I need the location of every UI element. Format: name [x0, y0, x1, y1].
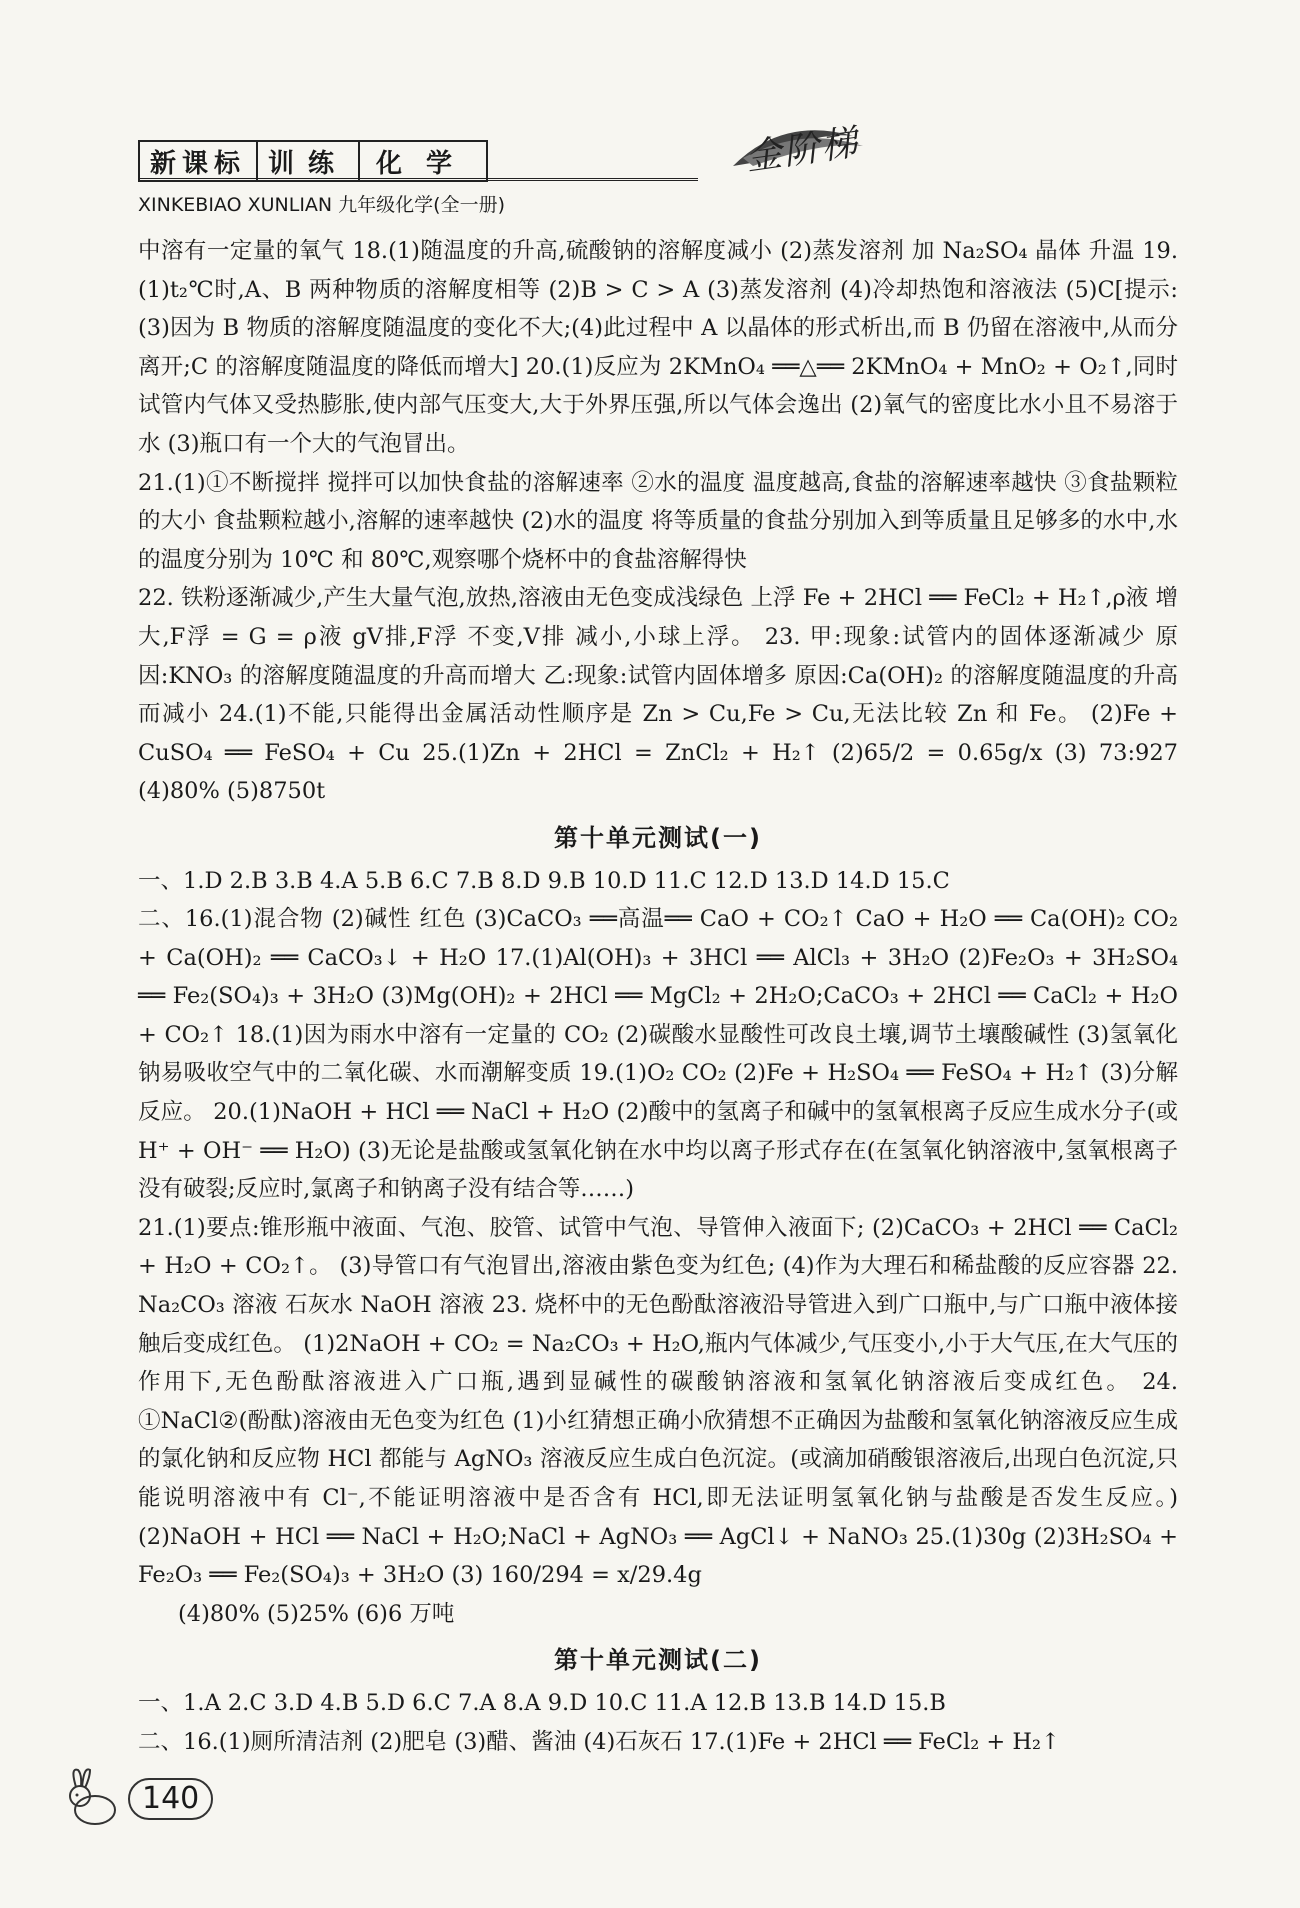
logo-text: 金阶梯: [743, 122, 862, 179]
header-divider: [138, 178, 698, 181]
brand-subject: 化学: [376, 148, 477, 179]
section-title-unit10-test2: 第十单元测试(二): [554, 1646, 762, 1675]
book-subtitle: XINKEBIAO XUNLIAN 九年级化学(全一册): [138, 194, 505, 216]
brand-xunlian: 训练: [258, 142, 360, 180]
answer-paragraph: 一、1.D 2.B 3.B 4.A 5.B 6.C 7.B 8.D 9.B 10.D 11.C 12.D 13.D 14.D 15.C: [138, 867, 950, 894]
answer-paragraph: 中溶有一定量的氧气 18.(1)随温度的升高,硫酸钠的溶解度减小 (2)蒸发溶剂 加 Na₂SO₄ 晶体 升温 19.(1)t₂℃时,A、B 两种物质的溶解度相等 (2)B > C > A (3)蒸发溶剂 (4)冷却热饱和溶液法 (5)C[提示:(3)因为 B 物质的溶解度随温度的变化不大;(4)此过程中 A 以晶体的形式析出,而 B 仍留在溶液中,从而分离开;C 的溶解度随温度的降低而增大] 20.(1)反应为 2KMnO₄ ══△══ 2KMnO₄ + MnO₂ + O₂↑,同时试管内气体又受热膨胀,使内部气压变大,大于外界压强,所以气体会逸出 (2)氧气的密度比水小且不易溶于水 (3)瓶口有一个大的气泡冒出。: [138, 238, 1178, 457]
page-footer: [60, 1762, 220, 1832]
page-header: [138, 122, 1098, 230]
answer-content: [138, 232, 1178, 1761]
answer-paragraph: 22. 铁粉逐渐减少,产生大量气泡,放热,溶液由无色变成浅绿色 上浮 Fe + 2HCl ══ FeCl₂ + H₂↑,ρ液 增大,F浮 = G = ρ液 gV排,F浮 不变,V排 减小,小球上浮。 23. 甲:现象:试管内的固体逐渐减少 原因:KNO₃ 的溶解度随温度的升高而增大 乙:现象:试管内固体增多 原因:Ca(OH)₂ 的溶解度随温度的升高而减小 24.(1)不能,只能得出金属活动性顺序是 Zn > Cu,Fe > Cu,无法比较 Zn 和 Fe。 (2)Fe + CuSO₄ ══ FeSO₄ + Cu 25.(1)Zn + 2HCl = ZnCl₂ + H₂↑ (2)65/2 = 0.65g/x (3) 73:927 (4)80% (5)8750t: [138, 585, 1178, 805]
page-number: 140: [128, 1778, 213, 1820]
answer-paragraph: 二、16.(1)混合物 (2)碱性 红色 (3)CaCO₃ ══高温══ CaO + CO₂↑ CaO + H₂O ══ Ca(OH)₂ CO₂ + Ca(OH)₂ ══ CaCO₃↓ + H₂O 17.(1)Al(OH)₃ + 3HCl ══ AlCl₃ + 3H₂O (2)Fe₂O₃ + 3H₂SO₄ ══ Fe₂(SO₄)₃ + 3H₂O (3)Mg(OH)₂ + 2HCl ══ MgCl₂ + 2H₂O;CaCO₃ + 2HCl ══ CaCl₂ + H₂O + CO₂↑ 18.(1)因为雨水中溶有一定量的 CO₂ (2)碳酸水显酸性可改良土壤,调节土壤酸碱性 (3)氢氧化钠易吸收空气中的二氧化碳、水而潮解变质 19.(1)O₂ CO₂ (2)Fe + H₂SO₄ ══ FeSO₄ + H₂↑ (3)分解反应。 20.(1)NaOH + HCl ══ NaCl + H₂O (2)酸中的氢离子和碱中的氢氧根离子反应生成水分子(或 H⁺ + OH⁻ ══ H₂O) (3)无论是盐酸或氢氧化钠在水中均以离子形式存在(在氢氧化钠溶液中,氢氧根离子没有破裂;反应时,氯离子和钠离子没有结合等……): [138, 906, 1178, 1203]
answer-paragraph: 一、1.A 2.C 3.D 4.B 5.D 6.C 7.A 8.A 9.D 10.C 11.A 12.B 13.B 14.D 15.B: [138, 1689, 946, 1716]
answer-paragraph: 二、16.(1)厕所清洁剂 (2)肥皂 (3)醋、酱油 (4)石灰石 17.(1)Fe + 2HCl ══ FeCl₂ + H₂↑: [138, 1728, 1060, 1755]
answer-paragraph: 21.(1)要点:锥形瓶中液面、气泡、胶管、试管中气泡、导管伸入液面下; (2)CaCO₃ + 2HCl ══ CaCl₂ + H₂O + CO₂↑。 (3)导管口有气泡冒出,溶液由紫色变为红色; (4)作为大理石和稀盐酸的反应容器 22. Na₂CO₃ 溶液 石灰水 NaOH 溶液 23. 烧杯中的无色酚酞溶液沿导管进入到广口瓶中,与广口瓶中液体接触后变成红色。 (1)2NaOH + CO₂ = Na₂CO₃ + H₂O,瓶内气体减少,气压变小,小于大气压,在大气压的作用下,无色酚酞溶液进入广口瓶,遇到显碱性的碳酸钠溶液和氢氧化钠溶液后变成红色。 24. ①NaCl②(酚酞)溶液由无色变为红色 (1)小红猜想正确小欣猜想不正确因为盐酸和氢氧化钠溶液反应生成的氯化钠和反应物 HCl 都能与 AgNO₃ 溶液反应生成白色沉淀。(或滴加硝酸银溶液后,出现白色沉淀,只能说明溶液中有 Cl⁻,不能证明溶液中是否含有 HCl,即无法证明氢氧化钠与盐酸是否发生反应。) (2)NaOH + HCl ══ NaCl + H₂O;NaCl + AgNO₃ ══ AgCl↓ + NaNO₃ 25.(1)30g (2)3H₂SO₄ + Fe₂O₃ ══ Fe₂(SO₄)₃ + 3H₂O (3) 160/294 = x/29.4g: [138, 1214, 1178, 1589]
answer-paragraph: 21.(1)①不断搅拌 搅拌可以加快食盐的溶解速率 ②水的温度 温度越高,食盐的溶解速率越快 ③食盐颗粒的大小 食盐颗粒越小,溶解的速率越快 (2)水的温度 将等质量的食盐分别加入到等质量且足够多的水中,水的温度分别为 10℃ 和 80℃,观察哪个烧杯中的食盐溶解得快: [138, 469, 1178, 573]
rabbit-icon: [60, 1762, 130, 1832]
series-brand-box: [138, 140, 488, 182]
section-title-unit10-test1: 第十单元测试(一): [554, 823, 762, 852]
answer-paragraph: (4)80% (5)25% (6)6 万吨: [178, 1600, 455, 1627]
brand-xinkebiao: 新课标: [140, 142, 258, 180]
jinjieti-logo: [723, 106, 953, 206]
